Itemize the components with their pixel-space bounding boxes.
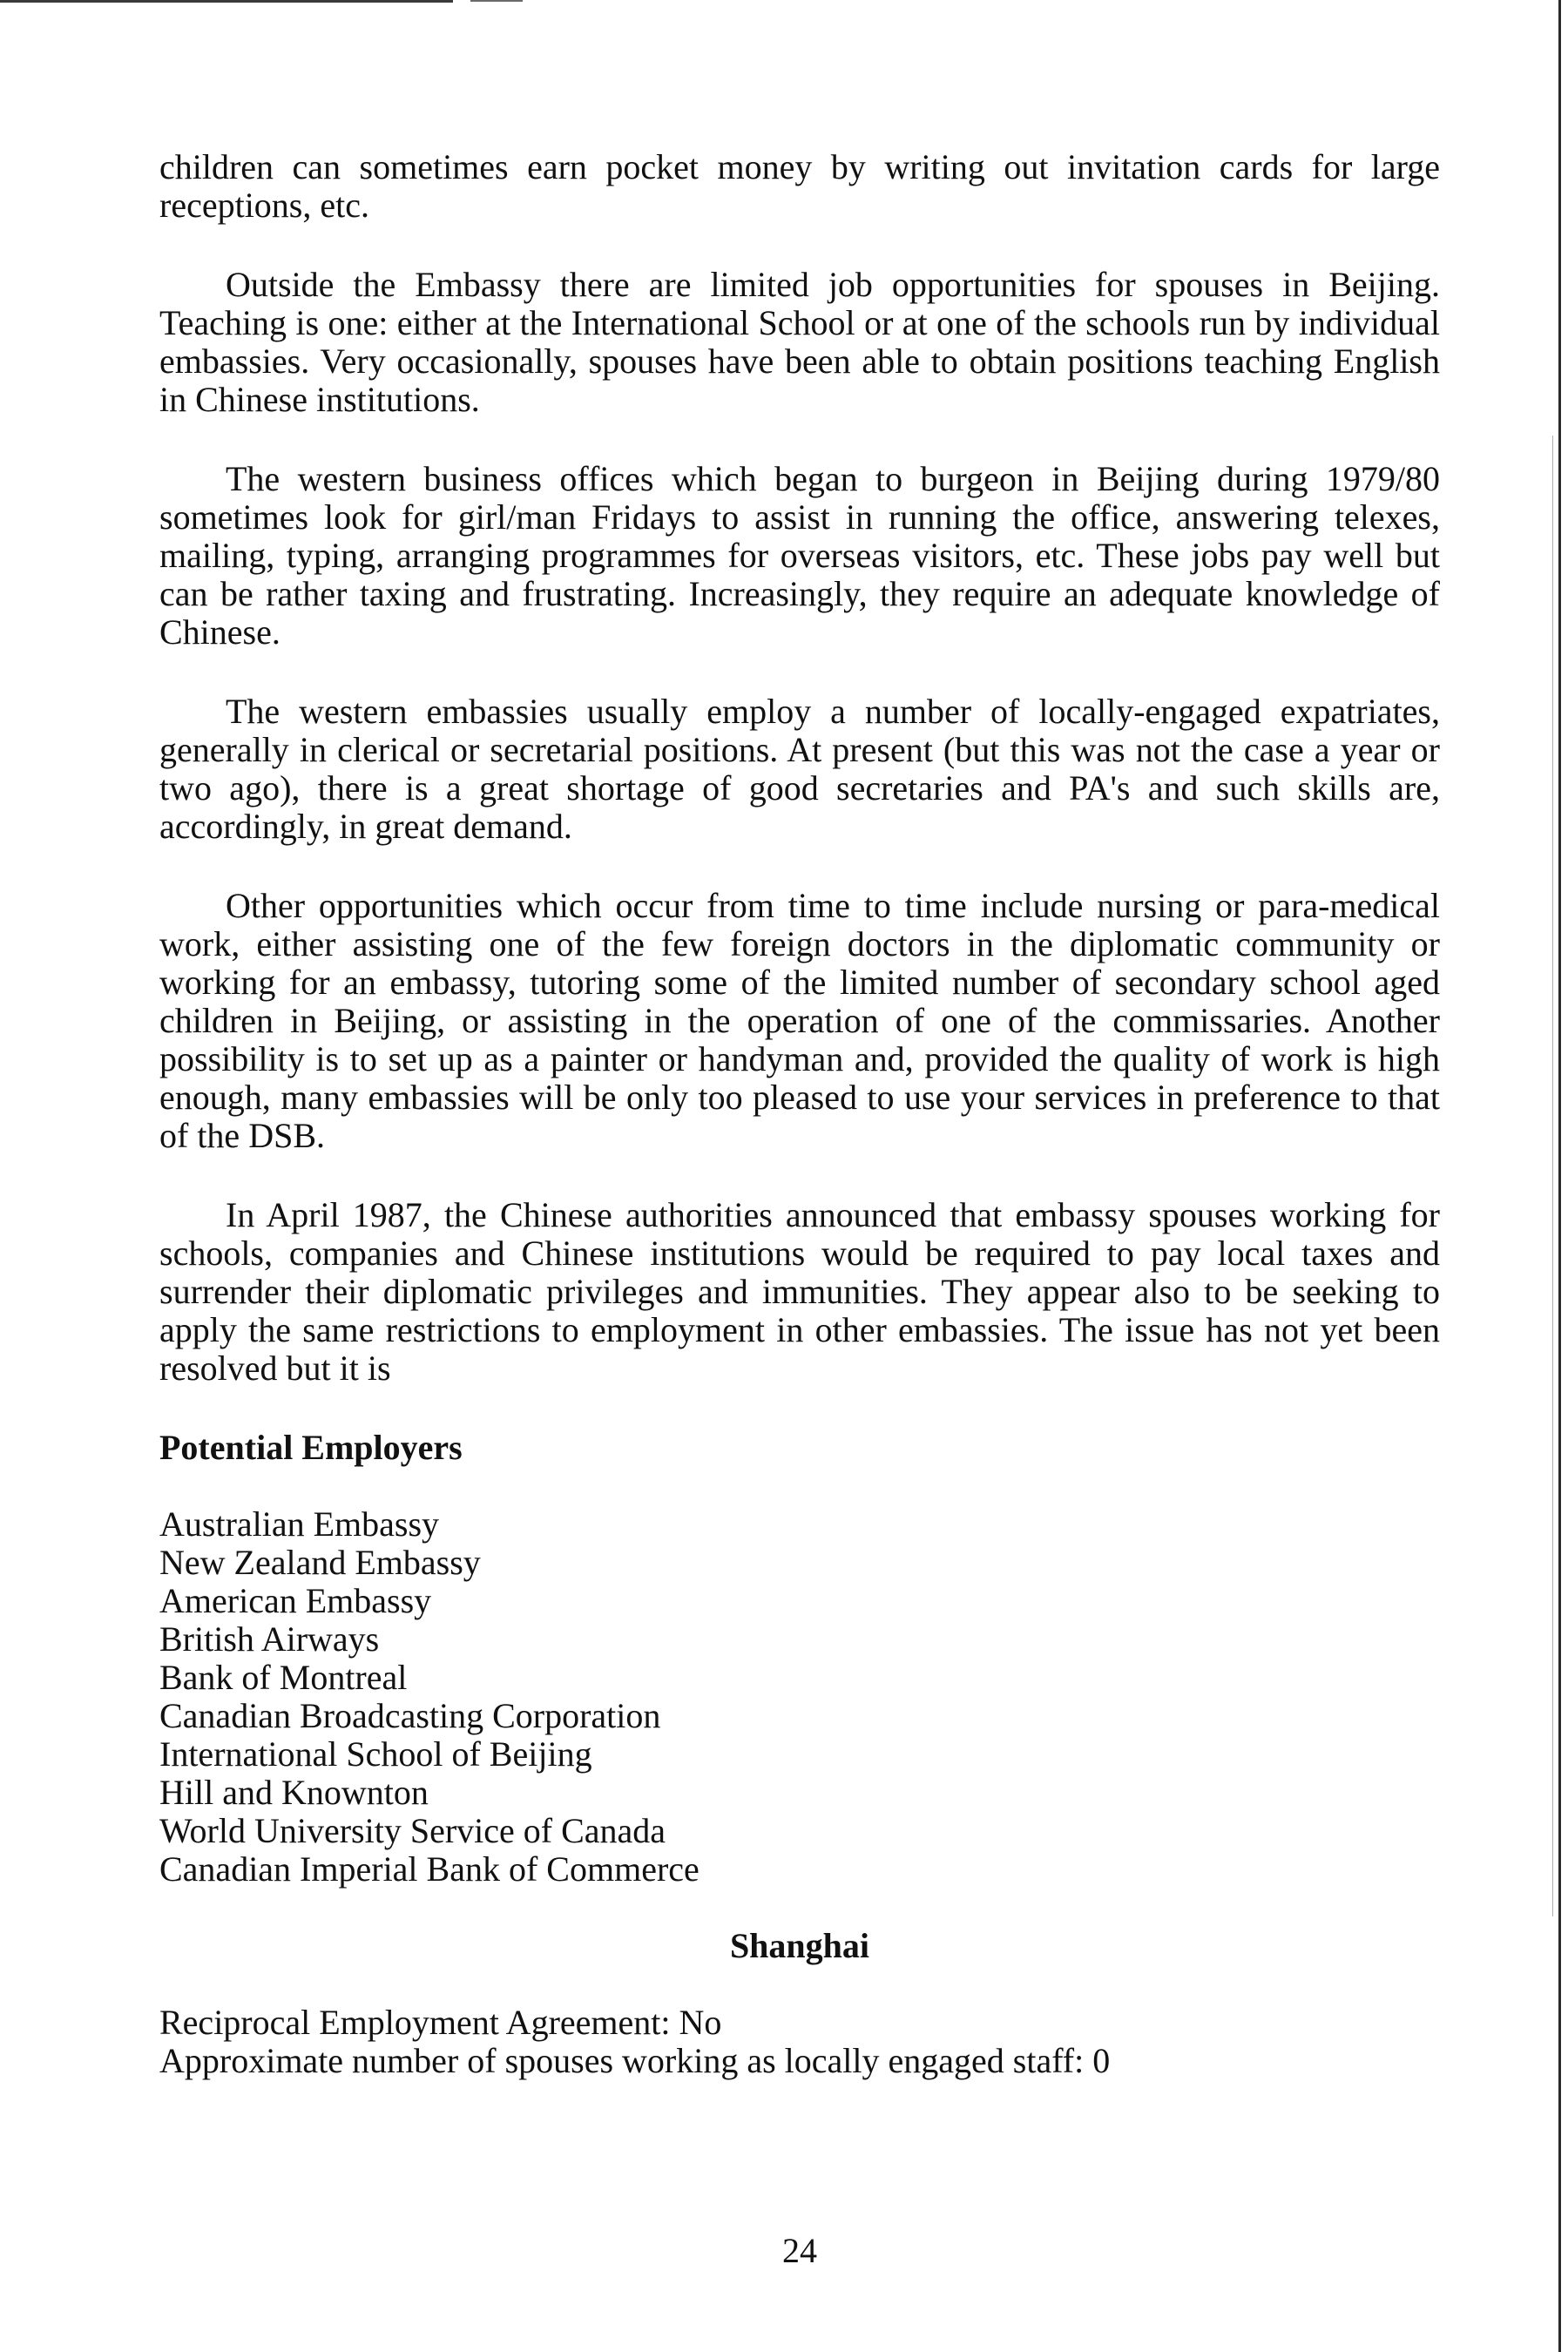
reciprocal-agreement-line: Reciprocal Employment Agreement: No [159,2003,722,2042]
page-body [159,148,1440,2080]
page-number: 24 [782,2231,817,2270]
employer-list [159,1505,1440,1889]
list-item: Canadian Broadcasting Corporation [159,1696,661,1735]
paragraph: The western business offices which began to burgeon in Beijing during 1979/80 sometimes look for girl/man Fridays to assist in running the office, answering telexes, mailing, typing, arranging programmes for overseas visitors, etc. These jobs pay well but can be rather taxing and frustrating. Increasingly, they require an adequate knowledge of Chinese. [159,459,1440,652]
paragraph: Outside the Embassy there are limited job opportunities for spouses in Beijing. Teaching is one: either at the International School or at one of the schools run by individual embassies. Very occasionally, spouses have been able to obtain positions teaching English in Chinese institutions. [159,265,1440,419]
list-item: International School of Beijing [159,1734,592,1774]
shanghai-heading: Shanghai [729,1926,870,1965]
scan-edge-line [1558,0,1561,2352]
scan-edge-line [0,0,453,3]
list-item: New Zealand Embassy [159,1543,481,1582]
paragraph: children can sometimes earn pocket money by writing out invitation cards for large receptions, etc. [159,147,1440,225]
scan-edge-line [470,0,523,2]
paragraph: The western embassies usually employ a number of locally-engaged expatriates, generally in clerical or secretarial positions. At present (but this was not the case a year or two ago), there is a great shortage of good secretaries and PA's and such skills are, accordingly, in great demand. [159,692,1440,846]
list-item: Hill and Knownton [159,1773,429,1812]
list-item: Bank of Montreal [159,1658,408,1697]
potential-employers-heading: Potential Employers [159,1428,463,1467]
scan-edge-line [1552,436,1553,1916]
spouses-working-line: Approximate number of spouses working as locally engaged staff: 0 [159,2041,1111,2080]
list-item: British Airways [159,1619,380,1659]
list-item: American Embassy [159,1581,432,1620]
list-item: Canadian Imperial Bank of Commerce [159,1849,700,1889]
list-item: Australian Embassy [159,1504,440,1544]
paragraph: In April 1987, the Chinese authorities announced that embassy spouses working for schools, companies and Chinese institutions would be required to pay local taxes and surrender their diplomatic privileges and immunities. They appear also to be seeking to apply the same restrictions to employment in other embassies. The issue has not yet been resolved but it is [159,1195,1440,1388]
paragraph: Other opportunities which occur from time to time include nursing or para-medical work, either assisting one of the few foreign doctors in the diplomatic community or working for an embassy, tutoring some of the limited number of secondary school aged children in Beijing, or assisting in the operation of one of the commissaries. Another possibility is to set up as a painter or handyman and, provided the quality of work is high enough, many embassies will be only too pleased to use your services in preference to that of the DSB. [159,886,1440,1155]
list-item: World University Service of Canada [159,1811,666,1850]
